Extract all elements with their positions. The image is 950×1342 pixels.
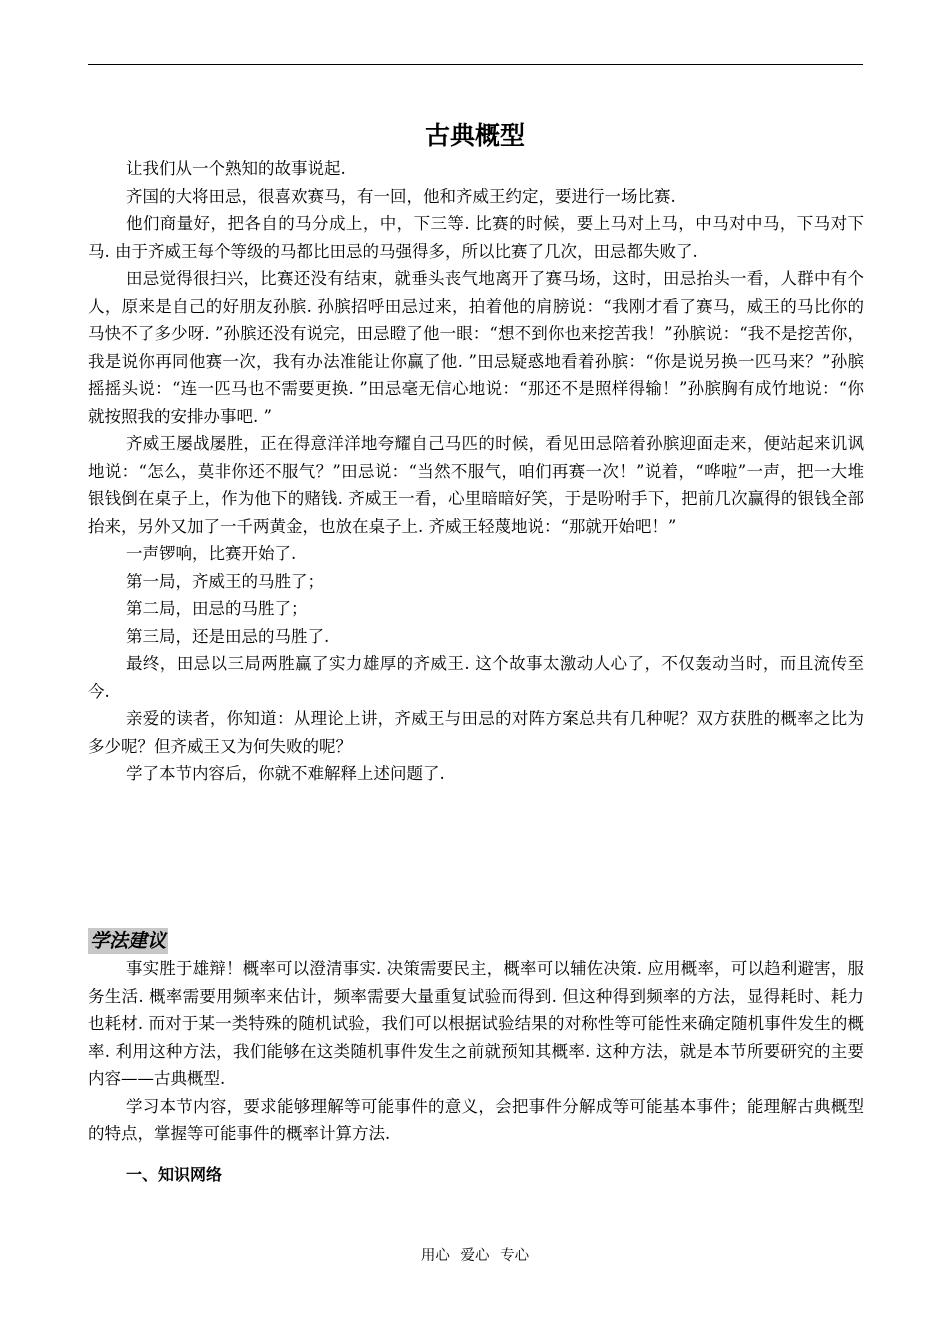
paragraph: 齐威王屡战屡胜，正在得意洋洋地夸耀自己马匹的时候，看见田忌陪着孙膑迎面走来，便站起来讥讽地说：“怎么，莫非你还不服气？”田忌说：“当然不服气，咱们再赛一次！”说着，“哗啦”一声，把一大堆银钱倒在桌子上，作为他下的赌钱. 齐威王一看，心里暗暗好笑，于是吩咐手下，把前几次赢得的银钱全部抬来，另外又加了一千两黄金，也放在桌子上. 齐威王轻蔑地说：“那就开始吧！” bbox=[88, 434, 864, 536]
page-title: 古典概型 bbox=[424, 121, 525, 150]
section-heading bbox=[88, 924, 864, 952]
paragraph: 学了本节内容后，你就不难解释上述问题了. bbox=[125, 764, 445, 783]
paragraph: 第一局，齐威王的马胜了； bbox=[125, 571, 324, 591]
advice-text bbox=[88, 955, 864, 1148]
paragraph: 一声锣响，比赛开始了. bbox=[125, 544, 297, 563]
paragraph: 齐国的大将田忌，很喜欢赛马，有一回，他和齐威王约定，要进行一场比赛. bbox=[125, 186, 676, 206]
paragraph: 他们商量好，把各自的马分成上，中，下三等. 比赛的时候，要上马对上马，中马对中马，下马对下马. 由于齐威王每个等级的马都比田忌的马强得多，所以比赛了几次，田忌都失败了. bbox=[88, 214, 864, 261]
paragraph: 学习本节内容，要求能够理解等可能事件的意义，会把事件分解成等可能基本事件；能理解古典概型的特点，掌握等可能事件的概率计算方法. bbox=[88, 1096, 864, 1143]
story-text bbox=[88, 155, 864, 788]
section-heading-label: 学法建议 bbox=[90, 930, 167, 952]
page-footer: 用心 爱心 专心 bbox=[420, 1248, 530, 1264]
subheading: 一、知识网络 bbox=[126, 1165, 223, 1184]
paragraph: 最终，田忌以三局两胜赢了实力雄厚的齐威王. 这个故事太激动人心了，不仅轰动当时，而且流传至今. bbox=[88, 654, 864, 701]
paragraph: 亲爱的读者，你知道：从理论上讲，齐威王与田忌的对阵方案总共有几种呢？双方获胜的概率之比为多少呢？但齐威王又为何失败的呢？ bbox=[88, 709, 864, 756]
paragraph: 第二局，田忌的马胜了； bbox=[125, 599, 308, 618]
paragraph: 第三局，还是田忌的马胜了. bbox=[125, 626, 330, 646]
paragraph: 田忌觉得很扫兴，比赛还没有结束，就垂头丧气地离开了赛马场，这时，田忌抬头一看，人群中有个人，原来是自己的好朋友孙膑. 孙膑招呼田忌过来，拍着他的肩膀说：“我刚才看了赛马，威王的马比你的马快不了多少呀. ”孙膑还没有说完，田忌瞪了他一眼：“想不到你也来挖苦我！”孙膑说：“我不是挖苦你，我是说你再同他赛一次，我有办法准能让你赢了他. ”田忌疑惑地看着孙膑：“你是说另换一匹马来？”孙膑摇摇头说：“连一匹马也不需要更换. ”田忌毫无信心地说：“那还不是照样得输！”孙膑胸有成竹地说：“你就按照我的安排办事吧. ” bbox=[88, 269, 864, 426]
header-rule bbox=[88, 64, 863, 65]
paragraph: 事实胜于雄辩！概率可以澄清事实. 决策需要民主，概率可以辅佐决策. 应用概率，可以趋利避害，服务生活. 概率需要用频率来估计，频率需要大量重复试验而得到. 但这种得到频率的方法，显得耗时、耗力也耗材. 而对于某一类特殊的随机试验，我们可以根据试验结果的对称性等可能性来确定随机事件发生的概率. 利用这种方法，我们能够在这类随机事件发生之前就预知其概率. 这种方法，就是本节所要研究的主要内容——古典概型. bbox=[88, 959, 864, 1088]
paragraph: 让我们从一个熟知的故事说起. bbox=[125, 159, 346, 178]
